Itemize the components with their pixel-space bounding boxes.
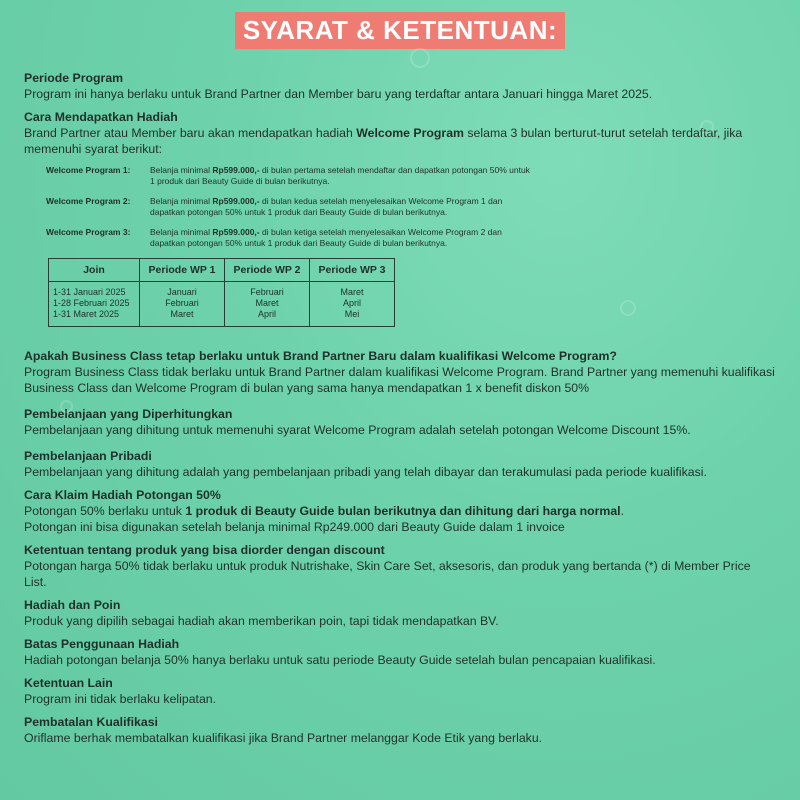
- section-body: Pembelanjaan yang dihitung adalah yang pembelanjaan pribadi yang telah dibayar dan terakumulasi pada periode kualifikasi.: [24, 465, 707, 479]
- section-title: Periode Program: [24, 71, 124, 85]
- section-body: Produk yang dipilih sebagai hadiah akan memberikan poin, tapi tidak mendapatkan BV.: [24, 614, 499, 628]
- section-body: Program ini tidak berlaku kelipatan.: [24, 692, 217, 706]
- decorative-bubble: [410, 48, 430, 68]
- table-header: Periode WP 3: [310, 259, 395, 282]
- decorative-bubble: [700, 120, 714, 134]
- section-klaim: [24, 488, 776, 535]
- section-title: Ketentuan Lain: [24, 676, 113, 690]
- table-row: [49, 282, 395, 327]
- section-title: Ketentuan tentang produk yang bisa diorder dengan discount: [24, 543, 385, 557]
- section-title: Pembatalan Kualifikasi: [24, 715, 158, 729]
- decorative-bubble: [620, 300, 636, 316]
- section-body: [24, 125, 776, 157]
- section-body: Potongan 50% berlaku untuk 1 produk di Beauty Guide bulan berikutnya dan dihitung dari harga normal.: [24, 504, 624, 518]
- decorative-bubble: [60, 400, 73, 413]
- table-cell-join: 1-31 Januari 2025 1-28 Februari 2025 1-31 Maret 2025: [49, 282, 140, 327]
- wp-text: Belanja minimal Rp599.000,- di bulan pertama setelah mendaftar dan dapatkan potongan 50% untuk 1 produk dari Beauty Guide di bulan berikutnya.: [150, 165, 530, 186]
- welcome-program-item: [46, 165, 776, 187]
- section-business-class: [24, 349, 776, 396]
- section-title: Hadiah dan Poin: [24, 598, 121, 612]
- section-title: Batas Penggunaan Hadiah: [24, 637, 180, 651]
- welcome-program-item: [46, 227, 776, 249]
- section-title: Apakah Business Class tetap berlaku untuk Brand Partner Baru dalam kualifikasi Welcome Program?: [24, 349, 617, 363]
- section-body: Pembelanjaan yang dihitung untuk memenuhi syarat Welcome Program adalah setelah potongan Welcome Discount 15%.: [24, 423, 691, 437]
- section-lain: [24, 676, 776, 707]
- table-cell-wp1: Januari Februari Maret: [140, 282, 225, 327]
- section-body: Program Business Class tidak berlaku untuk Brand Partner dalam kualifikasi Welcome Program. Brand Partner yang memenuhi kualifikasi Business Class dan Welcome Program di bulan yang sama hanya mendapatkan 1 x benefit diskon 50%: [24, 365, 775, 395]
- welcome-program-list: [46, 165, 776, 249]
- section-diperhitungkan: [24, 407, 776, 438]
- wp-label: Welcome Program 1:: [46, 165, 131, 175]
- wp-label: Welcome Program 2:: [46, 196, 131, 206]
- page-title: SYARAT & KETENTUAN:: [235, 12, 565, 49]
- section-pribadi: [24, 449, 776, 480]
- body-text: Brand Partner atau Member baru akan mendapatkan hadiah: [24, 126, 357, 140]
- section-body: Hadiah potongan belanja 50% hanya berlaku untuk satu periode Beauty Guide setelah bulan pencapaian kualifikasi.: [24, 653, 656, 667]
- wp-label: Welcome Program 3:: [46, 227, 131, 237]
- section-pembatalan: [24, 715, 776, 746]
- section-title: Cara Mendapatkan Hadiah: [24, 110, 178, 124]
- section-cara: [24, 110, 776, 249]
- section-batas: [24, 637, 776, 668]
- section-body: Program ini hanya berlaku untuk Brand Partner dan Member baru yang terdaftar antara Januari hingga Maret 2025.: [24, 87, 653, 101]
- table-header: Periode WP 1: [140, 259, 225, 282]
- join-period-table: [48, 258, 395, 327]
- section-poin: [24, 598, 776, 629]
- body-bold: Welcome Program: [356, 126, 464, 140]
- section-diskon: [24, 543, 776, 590]
- section-body: Oriflame berhak membatalkan kualifikasi jika Brand Partner melanggar Kode Etik yang berlaku.: [24, 731, 543, 745]
- section-periode: [24, 71, 776, 102]
- table-cell-wp3: Maret April Mei: [310, 282, 395, 327]
- table-header: Periode WP 2: [225, 259, 310, 282]
- table-header-row: [49, 259, 395, 282]
- section-title: Pembelanjaan yang Diperhitungkan: [24, 407, 233, 421]
- section-title: Cara Klaim Hadiah Potongan 50%: [24, 488, 221, 502]
- wp-text: Belanja minimal Rp599.000,- di bulan kedua setelah menyelesaikan Welcome Program 1 dan dapatkan potongan 50% untuk 1 produk dari Beauty Guide di bulan berikutnya.: [150, 196, 503, 217]
- body-text: selama 3 bulan berturut-turut setelah terdaftar, jika memenuhi syarat berikut:: [24, 126, 743, 156]
- section-body: Potongan ini bisa digunakan setelah belanja minimal Rp249.000 dari Beauty Guide dalam 1 invoice: [24, 520, 565, 534]
- section-title: Pembelanjaan Pribadi: [24, 449, 152, 463]
- welcome-program-item: [46, 196, 776, 218]
- table-cell-wp2: Februari Maret April: [225, 282, 310, 327]
- wp-text: Belanja minimal Rp599.000,- di bulan ketiga setelah menyelesaikan Welcome Program 2 dan dapatkan potongan 50% untuk 1 produk dari Beauty Guide di bulan berikutnya.: [150, 227, 502, 248]
- section-body: Potongan harga 50% tidak berlaku untuk produk Nutrishake, Skin Care Set, aksesoris, dan produk yang bertanda (*) di Member Price List.: [24, 559, 751, 589]
- table-header: Join: [49, 259, 140, 282]
